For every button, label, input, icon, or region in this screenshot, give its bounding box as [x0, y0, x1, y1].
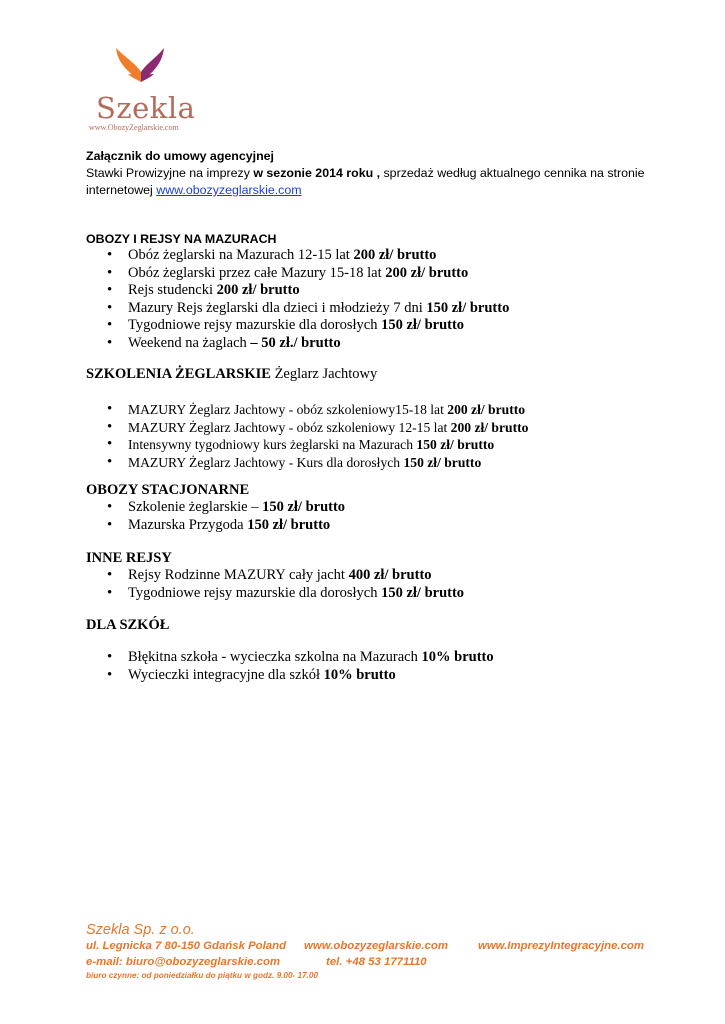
- footer-site-2[interactable]: www.ImprezyIntegracyjne.com: [477, 940, 645, 952]
- price-list: [86, 499, 345, 534]
- list-item: • Mazury Rejs żeglarski dla dzieci i młodzieży 7 dni 150 zł/ brutto: [86, 300, 509, 318]
- list-item: • Wycieczki integracyjne dla szkół 10% brutto: [86, 667, 494, 685]
- list-item: • Tygodniowe rejsy mazurskie dla dorosłych 150 zł/ brutto: [86, 585, 464, 603]
- footer-address: ul. Legnicka 7 80-150 Gdańsk Poland: [86, 940, 287, 952]
- price-list: [86, 567, 464, 602]
- section-heading: INNE REJSY: [86, 550, 172, 566]
- list-item: • Błękitna szkoła - wycieczka szkolna na Mazurach 10% brutto: [86, 649, 494, 667]
- footer-site-1[interactable]: www.obozyzeglarskie.com: [304, 940, 448, 952]
- intro-text-line2: internetowej: [86, 183, 157, 197]
- list-item: • Rejsy Rodzinne MAZURY cały jacht 400 zł/ brutto: [86, 567, 464, 585]
- section-heading: SZKOLENIA ŻEGLARSKIE Żeglarz Jachtowy: [86, 366, 378, 382]
- list-item: • Rejs studencki 200 zł/ brutto: [86, 282, 509, 300]
- list-item: • Mazurska Przygoda 150 zł/ brutto: [86, 517, 345, 535]
- price-list: [86, 247, 509, 352]
- butterfly-logo-icon: [112, 44, 170, 92]
- section-dla-szkol: [86, 617, 494, 684]
- intro-text-start: Stawki Prowizyjne na imprezy: [86, 166, 254, 180]
- list-item: • MAZURY Żeglarz Jachtowy - obóz szkoleniowy15-18 lat 200 zł/ brutto: [86, 401, 528, 419]
- company-logo: [86, 44, 206, 136]
- intro-season: w sezonie 2014 roku ,: [253, 166, 381, 180]
- section-stacjonarne: [86, 482, 345, 534]
- price-list: [86, 649, 494, 684]
- footer: [86, 922, 644, 982]
- footer-email[interactable]: e-mail: biuro@obozyzeglarskie.com: [86, 956, 281, 968]
- section-inne-rejsy: [86, 550, 464, 602]
- doc-title: Załącznik do umowy agencyjnej: [86, 149, 274, 163]
- list-item: • MAZURY Żeglarz Jachtowy - Kurs dla dorosłych 150 zł/ brutto: [86, 454, 528, 472]
- list-item: • MAZURY Żeglarz Jachtowy - obóz szkoleniowy 12-15 lat 200 zł/ brutto: [86, 419, 528, 437]
- section-heading: OBOZY STACJONARNE: [86, 482, 250, 498]
- footer-company: Szekla Sp. z o.o.: [86, 922, 195, 938]
- intro-text-end: sprzedaż według aktualnego cennika na stronie: [380, 166, 645, 180]
- list-item: • Intensywny tygodniowy kurs żeglarski na Mazurach 150 zł/ brutto: [86, 436, 528, 454]
- logo-name: Szekla: [96, 91, 196, 125]
- footer-tel: tel. +48 53 1771110: [326, 956, 427, 968]
- intro: [86, 148, 666, 199]
- section-szkolenia: [86, 366, 528, 471]
- footer-hours: biuro czynne: od poniedziałku do piątku w godz. 9.00- 17.00: [86, 971, 319, 980]
- logo-url: www.ObozyZeglarskie.com: [89, 123, 179, 132]
- list-item: • Obóz żeglarski przez całe Mazury 15-18 lat 200 zł/ brutto: [86, 265, 509, 283]
- list-item: • Weekend na żaglach – 50 zł./ brutto: [86, 335, 509, 353]
- footer-contact-line: [86, 954, 644, 970]
- footer-address-line: [86, 938, 644, 954]
- list-item: • Tygodniowe rejsy mazurskie dla dorosłych 150 zł/ brutto: [86, 317, 509, 335]
- list-item: • Obóz żeglarski na Mazurach 12-15 lat 200 zł/ brutto: [86, 247, 509, 265]
- section-mazury: [86, 232, 509, 352]
- website-link[interactable]: www.obozyzeglarskie.com: [156, 183, 302, 197]
- section-heading: OBOZY I REJSY NA MAZURACH: [86, 232, 277, 246]
- list-item: • Szkolenie żeglarskie – 150 zł/ brutto: [86, 499, 345, 517]
- price-list: [86, 401, 528, 471]
- section-heading: DLA SZKÓŁ: [86, 617, 170, 633]
